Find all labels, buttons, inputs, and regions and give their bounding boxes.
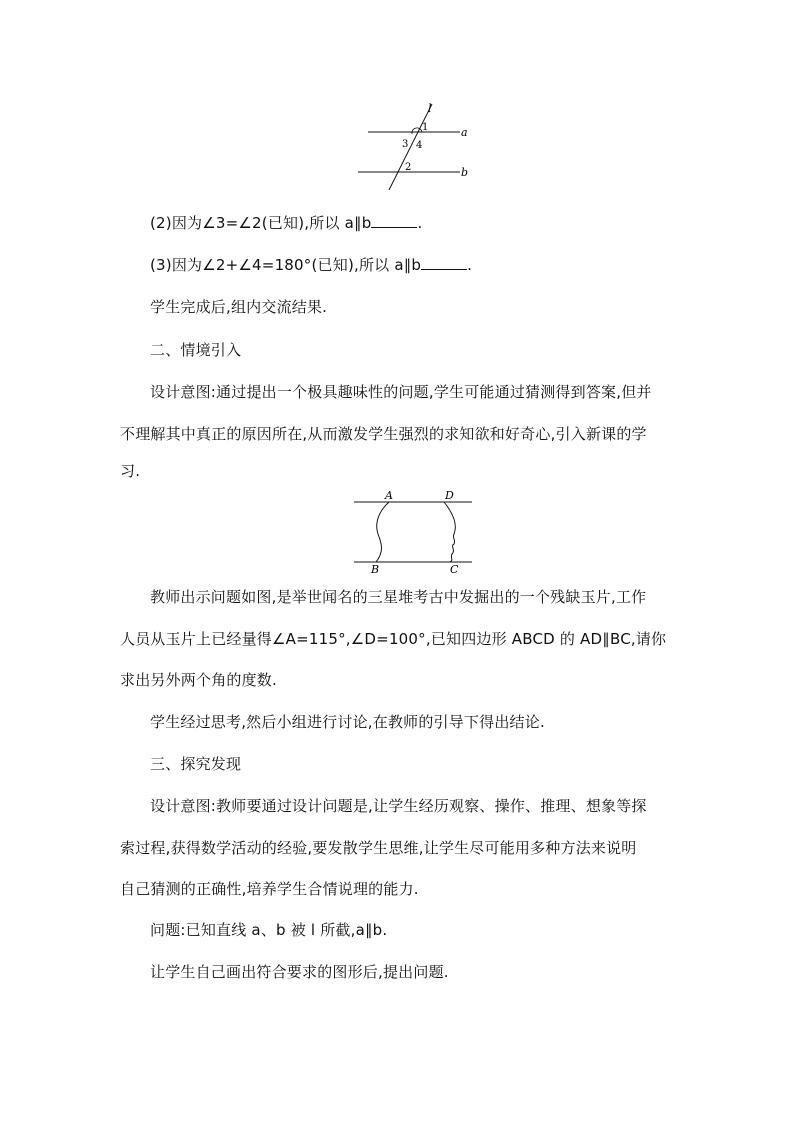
design-intent-2-line3: 习. — [120, 462, 141, 480]
angle-3-label: 3 — [402, 139, 409, 150]
section-heading-2: 二、情境引入 — [150, 341, 242, 359]
label-b: b — [461, 166, 469, 179]
vertex-d-label: D — [445, 489, 454, 502]
angle-1-label: 1 — [422, 122, 429, 133]
transversal-l — [388, 104, 432, 190]
item-2: (2)因为∠3=∠2(已知),所以 a∥b . — [150, 214, 423, 232]
vertex-c-label: C — [450, 563, 459, 576]
angle-4-label: 4 — [416, 140, 423, 151]
label-a: a — [461, 126, 468, 139]
vertex-b-label: B — [371, 563, 380, 576]
teacher-problem-line3: 求出另外两个角的度数. — [120, 671, 277, 689]
answer-blank — [371, 213, 417, 228]
item-3-text: (3)因为∠2+∠4=180°(已知),所以 a∥b — [150, 256, 422, 274]
item-3: (3)因为∠2+∠4=180°(已知),所以 a∥b . — [150, 256, 473, 274]
design-intent-3-line2: 索过程,获得数学活动的经验,要发散学生思维,让学生尽可能用多种方法来说明 — [120, 839, 637, 857]
paragraph-draw-figure: 让学生自己画出符合要求的图形后,提出问题. — [150, 963, 449, 981]
jade-piece-figure — [350, 488, 480, 576]
paragraph-group-exchange: 学生完成后,组内交流结果. — [150, 298, 328, 316]
angle-2-label: 2 — [405, 162, 412, 173]
teacher-problem-line2: 人员从玉片上已经量得∠A=115°,∠D=100°,已知四边形 ABCD 的 AD∥BC,请你 — [120, 630, 667, 648]
answer-blank — [421, 255, 467, 270]
item-2-text: (2)因为∠3=∠2(已知),所以 a∥b — [150, 214, 372, 232]
vertex-a-label: A — [385, 489, 393, 502]
teacher-problem-line1: 教师出示问题如图,是举世闻名的三星堆考古中发掘出的一个残缺玉片,工作 — [150, 588, 647, 606]
design-intent-2-line2: 不理解其中真正的原因所在,从而激发学生强烈的求知欲和好奇心,引入新课的学 — [120, 425, 647, 443]
label-l: l — [428, 102, 432, 115]
design-intent-3-line3: 自己猜测的正确性,培养学生合情说理的能力. — [120, 880, 419, 898]
section-heading-3: 三、探究发现 — [150, 755, 242, 773]
right-edge — [444, 502, 455, 562]
parallel-lines-figure — [350, 100, 480, 190]
paragraph-discussion: 学生经过思考,然后小组进行讨论,在教师的引导下得出结论. — [150, 713, 545, 731]
design-intent-3-line1: 设计意图:教师要通过设计问题是,让学生经历观察、操作、推理、想象等探 — [150, 797, 647, 815]
design-intent-2-line1: 设计意图:通过提出一个极具趣味性的问题,学生可能通过猜测得到答案,但并 — [150, 383, 652, 401]
question-text: 问题:已知直线 a、b 被 l 所截,a∥b. — [150, 921, 388, 939]
left-edge — [376, 502, 389, 562]
